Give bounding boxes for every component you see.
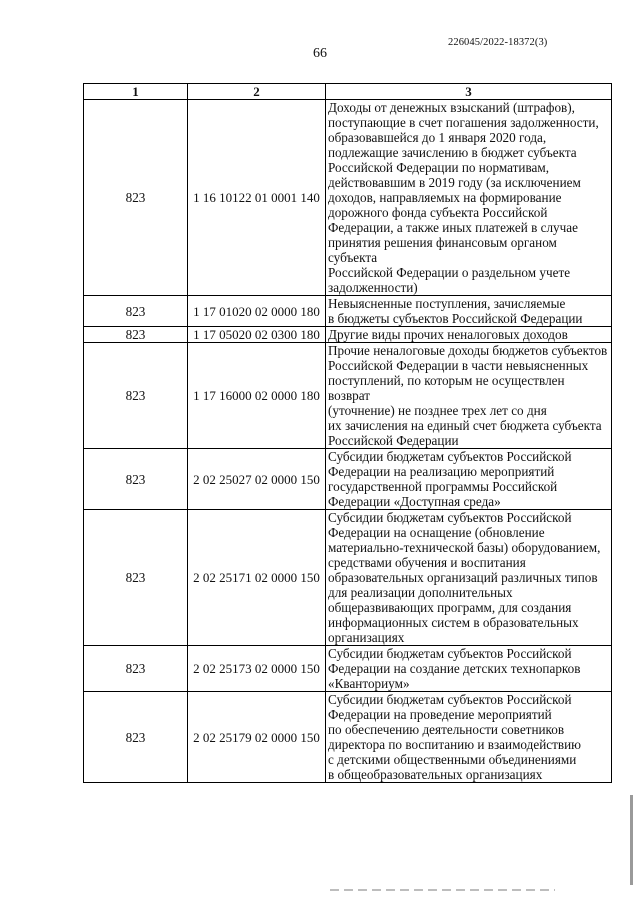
description-line: Субсидии бюджетам субъектов Российской [328,692,572,707]
table-header-row [84,84,612,100]
description-line: в общеобразовательных организациях [328,767,543,782]
description-line: действовавшим в 2019 году (за исключением [328,175,581,190]
administrator-code-cell: 823 [84,296,188,327]
column-header-2: 2 [188,84,326,100]
income-code-cell: 2 02 25179 02 0000 150 [188,692,326,783]
description-line: с детскими общественными объединениями [328,752,577,767]
income-description-cell [326,646,612,692]
administrator-code-cell: 823 [84,510,188,646]
administrator-code-cell: 823 [84,327,188,343]
description-line: задолженности) [328,280,418,295]
description-line: в бюджеты субъектов Российской Федерации [328,311,583,326]
description-line: Российской Федерации по нормативам, [328,160,549,175]
table-row [84,343,612,449]
description-line: Субсидии бюджетам субъектов Российской [328,510,572,525]
description-line: Невыясненные поступления, зачисляемые [328,296,566,311]
description-line: образовательных организаций различных типов [328,570,598,585]
description-line: директора по воспитанию и взаимодействию [328,737,582,752]
description-line: Федерации на проведение мероприятий [328,707,552,722]
income-description-cell [326,100,612,296]
table-row [84,100,612,296]
description-line: Субсидии бюджетам субъектов Российской [328,646,572,661]
administrator-code-cell: 823 [84,692,188,783]
description-line: Российской Федерации о раздельном учете [328,265,571,280]
income-description-cell [326,692,612,783]
income-code-cell: 2 02 25171 02 0000 150 [188,510,326,646]
description-line: Прочие неналоговые доходы бюджетов субъектов [328,343,608,358]
column-header-3: 3 [326,84,612,100]
table-row [84,646,612,692]
scan-bottom-artifact [330,889,555,891]
description-line: их зачисления на единый счет бюджета субъекта [328,418,602,433]
description-line: дорожного фонда субъекта Российской [328,205,548,220]
administrator-code-cell: 823 [84,343,188,449]
description-line: Федерации на оснащение (обновление [328,525,545,540]
description-line: государственной программы Российской [328,479,558,494]
description-line: поступающие в счет погашения задолженности, [328,115,599,130]
description-line: Российской Федерации в части невыясненных [328,358,589,373]
description-line: материально-технической базы) оборудованием, [328,540,601,555]
income-code-cell: 1 17 05020 02 0300 180 [188,327,326,343]
description-line: доходов, направляемых на формирование [328,190,562,205]
administrator-code-cell: 823 [84,100,188,296]
description-line: Федерации на реализацию мероприятий [328,464,555,479]
income-code-cell: 2 02 25027 02 0000 150 [188,449,326,510]
description-line: принятия решения финансовым органом субъекта [328,235,557,265]
description-line: Доходы от денежных взысканий (штрафов), [328,100,575,115]
description-line: организациях [328,630,405,645]
description-line: Федерации «Доступная среда» [328,494,501,509]
description-line: поступлений, по которым не осуществлен возврат [328,373,565,403]
income-description-cell [326,343,612,449]
description-line: Федерации на создание детских технопарков [328,661,581,676]
description-line: средствами обучения и воспитания [328,555,526,570]
description-line: (уточнение) не позднее трех лет со дня [328,403,547,418]
table-row [84,449,612,510]
income-code-cell: 2 02 25173 02 0000 150 [188,646,326,692]
income-description-cell [326,327,612,343]
table-row [84,692,612,783]
income-code-cell: 1 17 01020 02 0000 180 [188,296,326,327]
income-description-cell [326,296,612,327]
description-line: образовавшейся до 1 января 2020 года, [328,130,547,145]
document-number: 226045/2022-18372(3) [448,37,548,48]
column-header-1: 1 [84,84,188,100]
table-row [84,510,612,646]
description-line: «Кванториум» [328,676,410,691]
description-line: информационных систем в образовательных [328,615,579,630]
table-row [84,327,612,343]
administrator-code-cell: 823 [84,646,188,692]
description-line: Другие виды прочих неналоговых доходов [328,327,568,342]
description-line: для реализации дополнительных [328,585,513,600]
description-line: по обеспечению деятельности советников [328,722,565,737]
income-description-cell [326,449,612,510]
income-code-cell: 1 17 16000 02 0000 180 [188,343,326,449]
scan-edge-shadow [630,795,633,885]
administrator-code-cell: 823 [84,449,188,510]
income-description-cell [326,510,612,646]
page-number: 66 [313,46,327,61]
description-line: общеразвивающих программ, для создания [328,600,572,615]
table-row [84,296,612,327]
description-line: Субсидии бюджетам субъектов Российской [328,449,572,464]
description-line: Федерации, а также иных платежей в случае [328,220,578,235]
budget-codes-table [83,83,612,783]
table-body [84,100,612,783]
description-line: Российской Федерации [328,433,459,448]
description-line: подлежащие зачислению в бюджет субъекта [328,145,577,160]
income-code-cell: 1 16 10122 01 0001 140 [188,100,326,296]
